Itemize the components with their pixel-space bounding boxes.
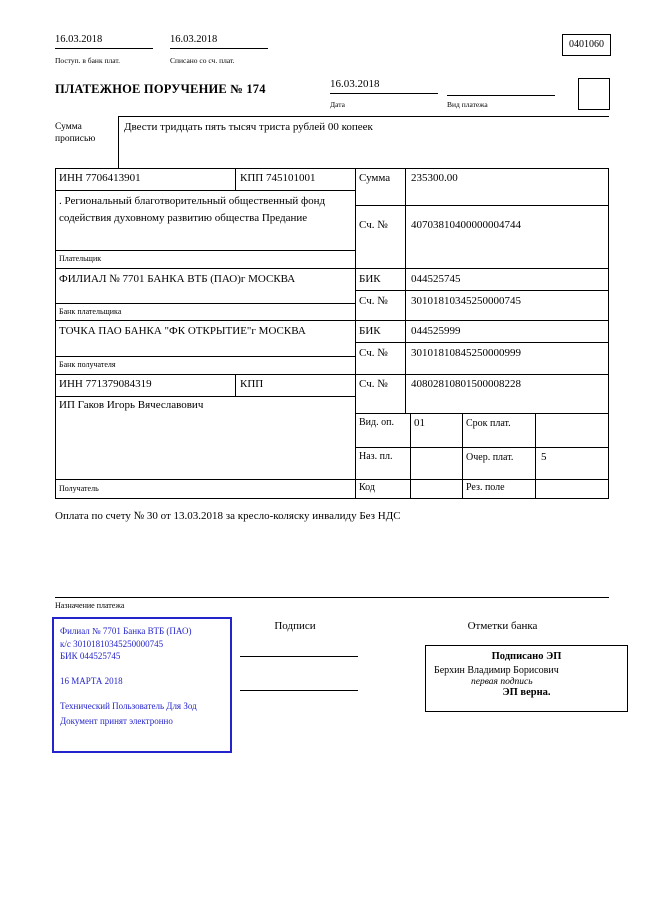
- document-date-field: 16.03.2018: [330, 78, 438, 94]
- payer-bank-bik-label: БИК: [359, 273, 381, 285]
- table-border: [55, 479, 609, 480]
- payment-purpose-text: Оплата по счету № 30 от 13.03.2018 за кресло-коляску инвалиду Без НДС: [55, 510, 401, 522]
- bank-stamp-bik: БИК 044525745: [60, 651, 121, 662]
- order-label: Очер. плат.: [466, 452, 514, 463]
- payer-bank-bik-value: 044525745: [411, 273, 461, 285]
- payer-bank-section-label: Банк плательщика: [59, 307, 122, 316]
- table-border: [462, 413, 463, 498]
- payer-bank-account-label: Сч. №: [359, 295, 388, 307]
- payment-type-label: Вид платежа: [447, 100, 488, 109]
- table-border: [118, 116, 609, 117]
- table-border: [55, 250, 356, 251]
- table-border: [55, 268, 609, 269]
- received-date-label: Поступ. в банк плат.: [55, 56, 120, 65]
- payer-section-label: Плательщик: [59, 254, 102, 263]
- signature-line: [240, 690, 358, 691]
- amount-in-words-value: Двести тридцать пять тысяч триста рублей 00 копеек: [124, 121, 373, 133]
- payer-bank-name: ФИЛИАЛ № 7701 БАНКА ВТБ (ПАО)г МОСКВА: [59, 273, 296, 285]
- table-border: [55, 168, 609, 169]
- purpose-code-label: Наз. пл.: [359, 451, 393, 462]
- table-border: [55, 597, 609, 598]
- code-label: Код: [359, 482, 375, 493]
- table-border: [55, 303, 356, 304]
- esignature-title: Подписано ЭП: [491, 651, 562, 662]
- payer-kpp: КПП 745101001: [240, 172, 316, 184]
- payee-account-value: 40802810801500008228: [411, 378, 521, 390]
- table-border: [355, 290, 609, 291]
- table-border: [55, 374, 609, 375]
- table-border: [55, 396, 356, 397]
- table-border: [355, 342, 609, 343]
- payee-account-label: Сч. №: [359, 378, 388, 390]
- payee-section-label: Получатель: [59, 484, 99, 493]
- esignature-stamp: [425, 645, 628, 712]
- amount-in-words-label: Сумма прописью: [55, 122, 96, 145]
- payee-kpp: КПП: [240, 378, 264, 390]
- op-type-label: Вид. оп.: [359, 417, 394, 428]
- payee-bank-name: ТОЧКА ПАО БАНКА "ФК ОТКРЫТИЕ"г МОСКВА: [59, 325, 306, 337]
- table-border: [235, 374, 236, 396]
- table-border: [55, 168, 56, 498]
- payee-bank-account-value: 30101810845250000999: [411, 347, 521, 359]
- signatures-header: Подписи: [274, 620, 316, 632]
- table-border: [608, 168, 609, 498]
- table-border: [355, 413, 609, 414]
- table-border: [355, 205, 609, 206]
- payer-inn: ИНН 7706413901: [59, 172, 141, 184]
- bank-stamp-date: 16 МАРТА 2018: [60, 675, 123, 686]
- payment-type-field: [447, 78, 555, 96]
- reserve-field-label: Рез. поле: [466, 482, 505, 493]
- payee-inn: ИНН 771379084319: [59, 378, 152, 390]
- table-border: [235, 168, 236, 190]
- esignature-verified-note: ЭП верна.: [502, 687, 551, 698]
- sum-label: Сумма: [359, 172, 391, 184]
- document-title: ПЛАТЕЖНОЕ ПОРУЧЕНИЕ № 174: [55, 82, 266, 96]
- sum-value: 235300.00: [411, 172, 458, 184]
- signature-line: [240, 656, 358, 657]
- table-border: [118, 116, 119, 168]
- payee-bank-bik-label: БИК: [359, 325, 381, 337]
- esignature-subtitle: первая подпись: [471, 677, 533, 687]
- bank-stamp-note: Документ принят электронно: [60, 715, 173, 726]
- table-border: [355, 447, 609, 448]
- form-code-box: 0401060: [562, 34, 611, 56]
- table-border: [410, 413, 411, 498]
- table-border: [55, 190, 356, 191]
- payer-name: . Региональный благотворительный общественный фонд содействия духовному развитию общества Предание: [59, 195, 326, 224]
- bank-stamp: [52, 617, 232, 753]
- payee-bank-bik-value: 044525999: [411, 325, 461, 337]
- payee-bank-account-label: Сч. №: [359, 347, 388, 359]
- status-box: [578, 78, 610, 110]
- received-date-field: 16.03.2018: [55, 34, 153, 49]
- table-border: [535, 413, 536, 498]
- payment-purpose-label: Назначение платежа: [55, 601, 125, 610]
- payer-account-value: 40703810400000004744: [411, 219, 521, 231]
- payee-name: ИП Гаков Игорь Вячеславович: [59, 399, 204, 411]
- debited-date-label: Списано со сч. плат.: [170, 56, 235, 65]
- payer-bank-account-value: 30101810345250000745: [411, 295, 521, 307]
- bank-marks-header: Отметки банка: [467, 620, 538, 632]
- esignature-signer-name: Берхин Владимир Борисович: [434, 665, 559, 676]
- bank-stamp-branch: Филиал № 7701 Банка ВТБ (ПАО): [60, 626, 192, 636]
- payer-account-label: Сч. №: [359, 219, 388, 231]
- table-border: [405, 168, 406, 413]
- table-border: [55, 498, 609, 499]
- debited-date-field: 16.03.2018: [170, 34, 268, 49]
- bank-stamp-user: Технический Пользователь Для Зод: [60, 701, 197, 712]
- bank-stamp-corr-account: к/с 30101810345250000745: [60, 638, 164, 649]
- document-date-label: Дата: [330, 100, 345, 109]
- op-type-value: 01: [414, 417, 425, 429]
- table-border: [55, 320, 609, 321]
- payee-bank-section-label: Банк получателя: [59, 360, 116, 369]
- due-date-label: Срок плат.: [466, 418, 511, 429]
- table-border: [55, 356, 356, 357]
- order-value: 5: [541, 451, 547, 463]
- table-border: [355, 168, 356, 498]
